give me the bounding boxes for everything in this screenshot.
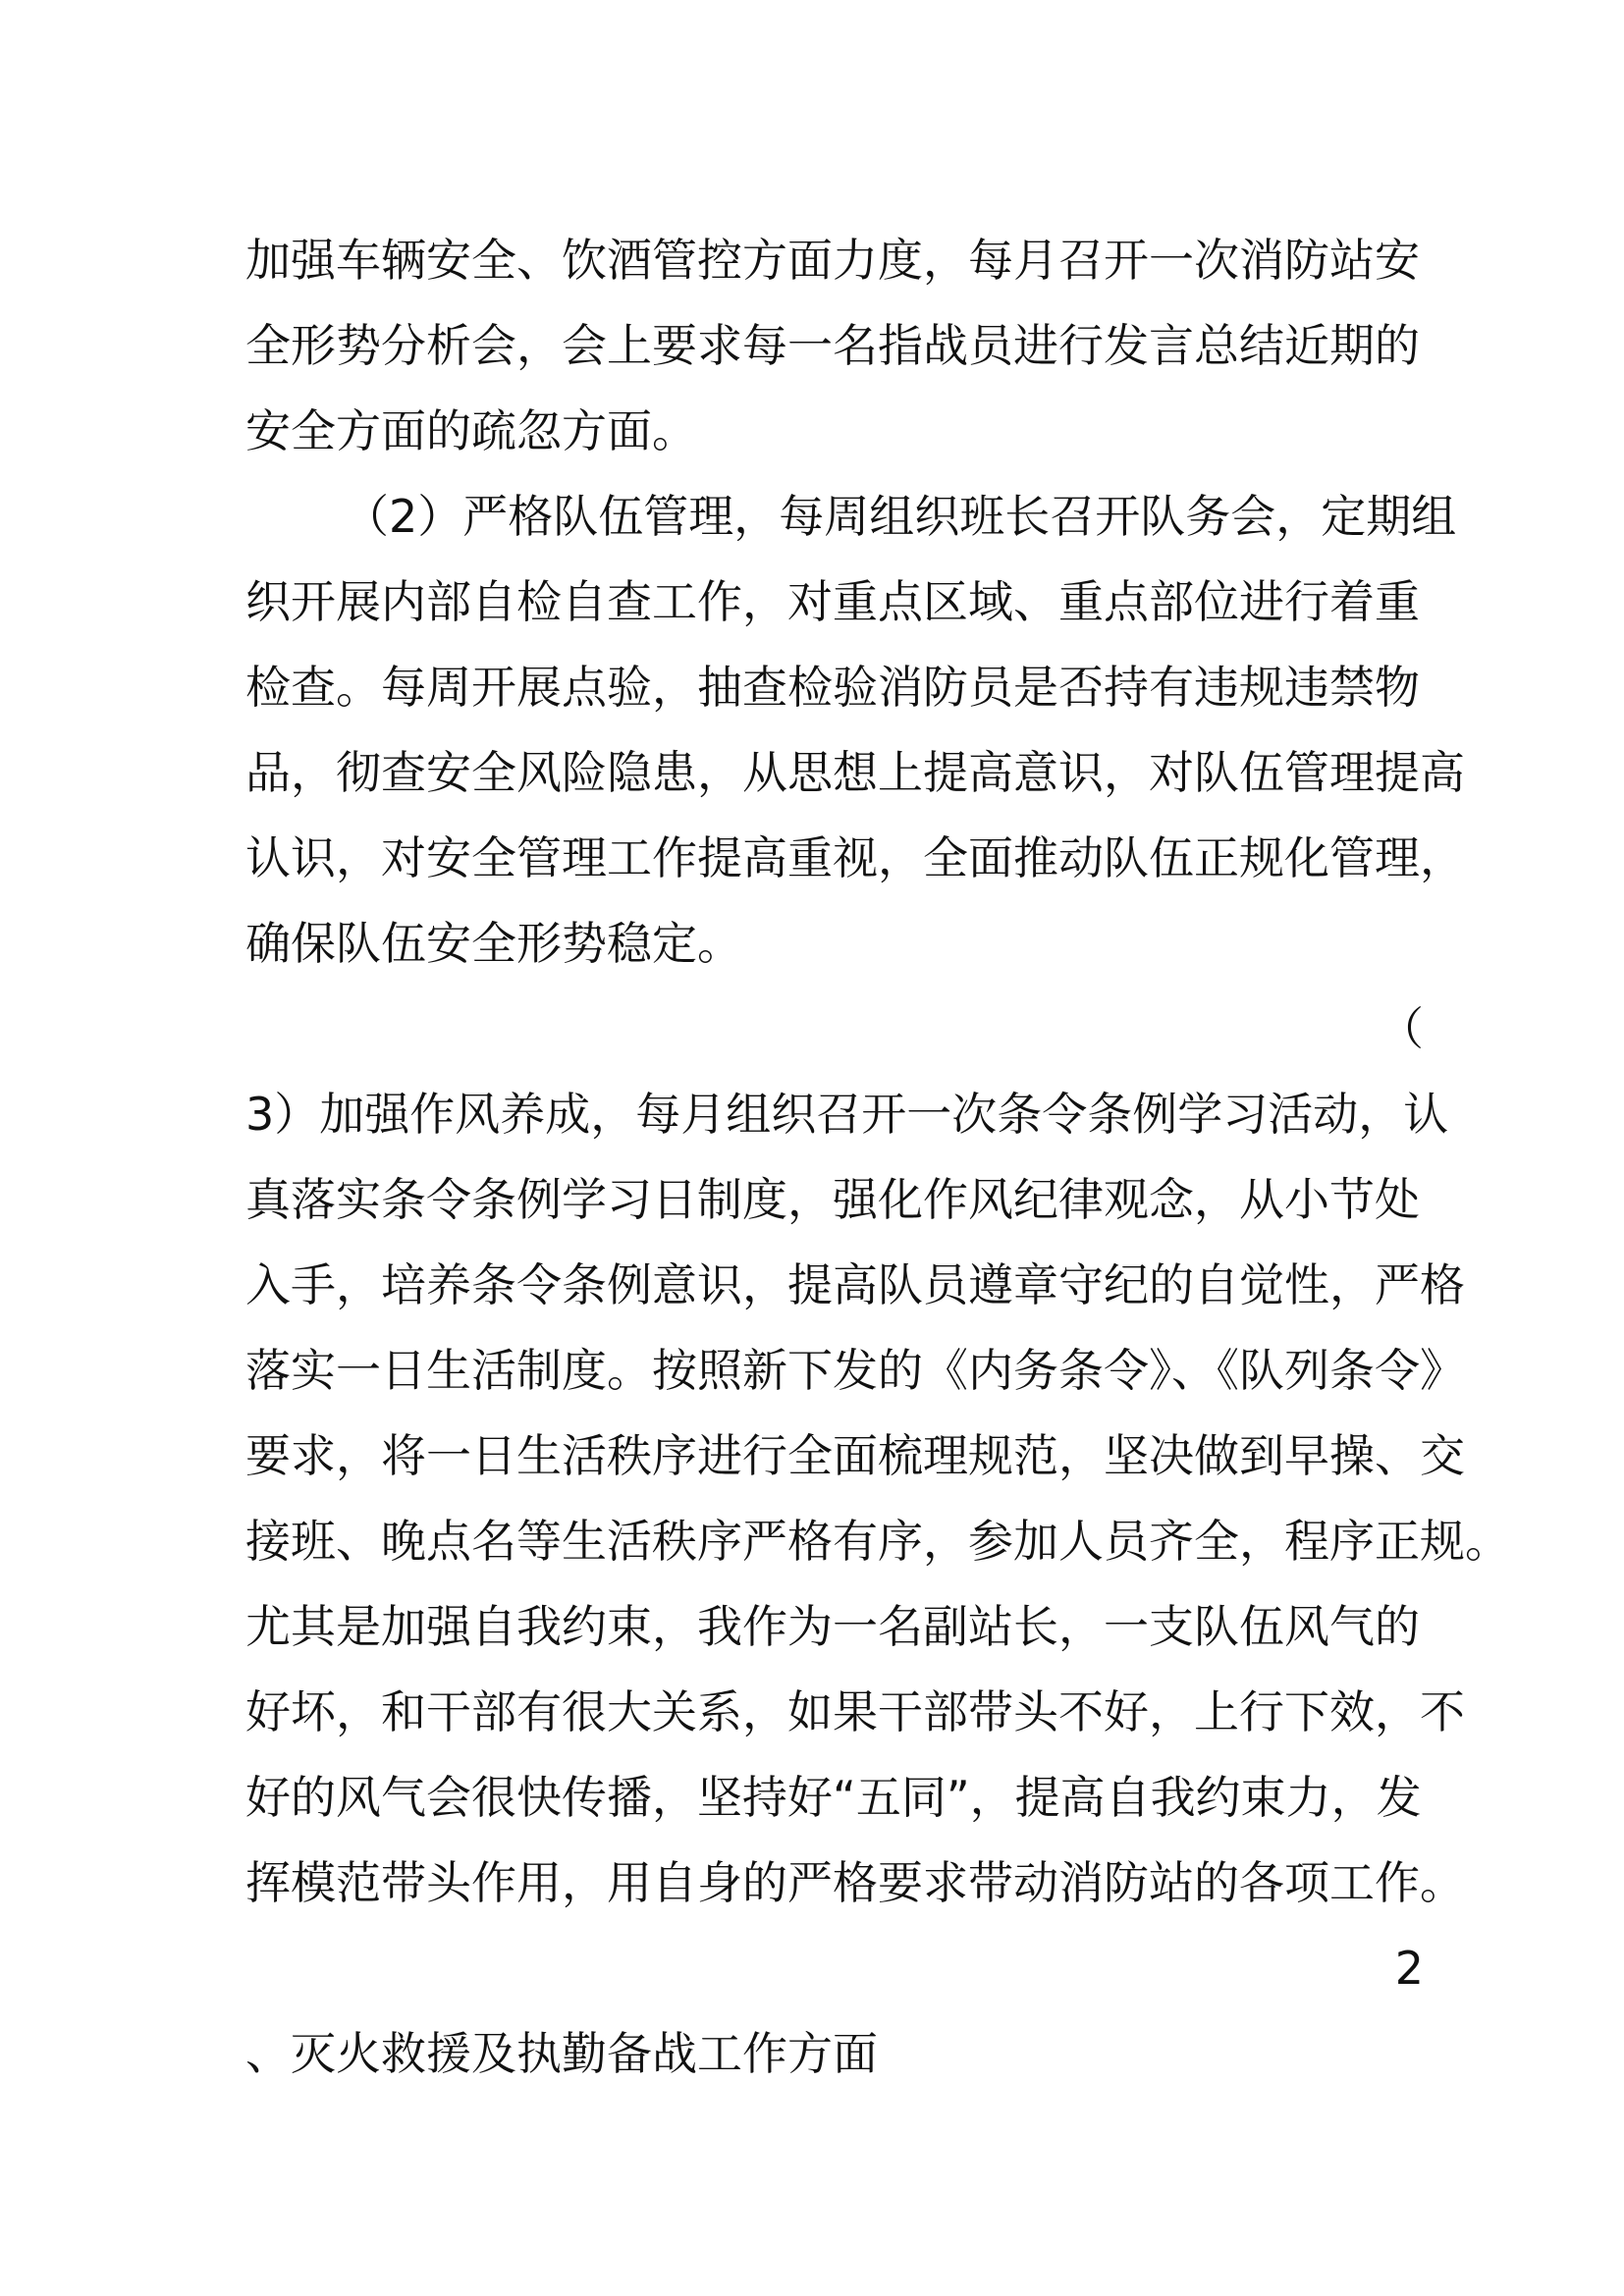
paragraph-3-open-paren: （	[1379, 1002, 1424, 1055]
text-line: 织开展内部自检自查工作，对重点区域、重点部位进行着重	[245, 575, 1420, 628]
text-line: 挥模范带头作用，用自身的严格要求带动消防站的各项工作。	[245, 1856, 1465, 1909]
text-line: 入手，培养条令条例意识，提高队员遵章守纪的自觉性，严格	[245, 1258, 1465, 1311]
text-line: 检查。每周开展点验，抽查检验消防员是否持有违规违禁物	[245, 661, 1420, 714]
paragraph-2-start: （2）严格队伍管理，每周组织班长召开队务会，定期组	[344, 490, 1457, 543]
text-line: 确保队伍安全形势稳定。	[245, 917, 742, 970]
paragraph-3-start: 3）加强作风养成，每月组织召开一次条令条例学习活动，认	[245, 1088, 1449, 1141]
text-line: 尤其是加强自我约束，我作为一名副站长，一支队伍风气的	[245, 1600, 1420, 1653]
section-heading: 、灭火救援及执勤备战工作方面	[245, 2027, 878, 2080]
text-line: 全形势分析会，会上要求每一名指战员进行发言总结近期的	[245, 319, 1420, 372]
text-line: 好的风气会很快传播，坚持好“五同”，提高自我约束力，发	[245, 1771, 1422, 1824]
text-line: 好坏，和干部有很大关系，如果干部带头不好，上行下效，不	[245, 1685, 1465, 1738]
text-line: 认识，对安全管理工作提高重视，全面推动队伍正规化管理，	[245, 831, 1465, 884]
section-number: 2	[1394, 1942, 1424, 1995]
text-line: 落实一日生活制度。按照新下发的《内务条令》、《队列条令》	[245, 1344, 1465, 1397]
text-line: 真落实条令条例学习日制度，强化作风纪律观念，从小节处	[245, 1173, 1420, 1226]
text-line: 要求，将一日生活秩序进行全面梳理规范，坚决做到早操、交	[245, 1429, 1465, 1482]
text-line: 接班、晚点名等生活秩序严格有序，参加人员齐全，程序正规。	[245, 1515, 1510, 1568]
text-line: 加强车辆安全、饮酒管控方面力度，每月召开一次消防站安	[245, 234, 1420, 287]
text-line: 安全方面的疏忽方面。	[245, 404, 697, 457]
text-line: 品，彻查安全风险隐患，从思想上提高意识，对队伍管理提高	[245, 746, 1465, 799]
